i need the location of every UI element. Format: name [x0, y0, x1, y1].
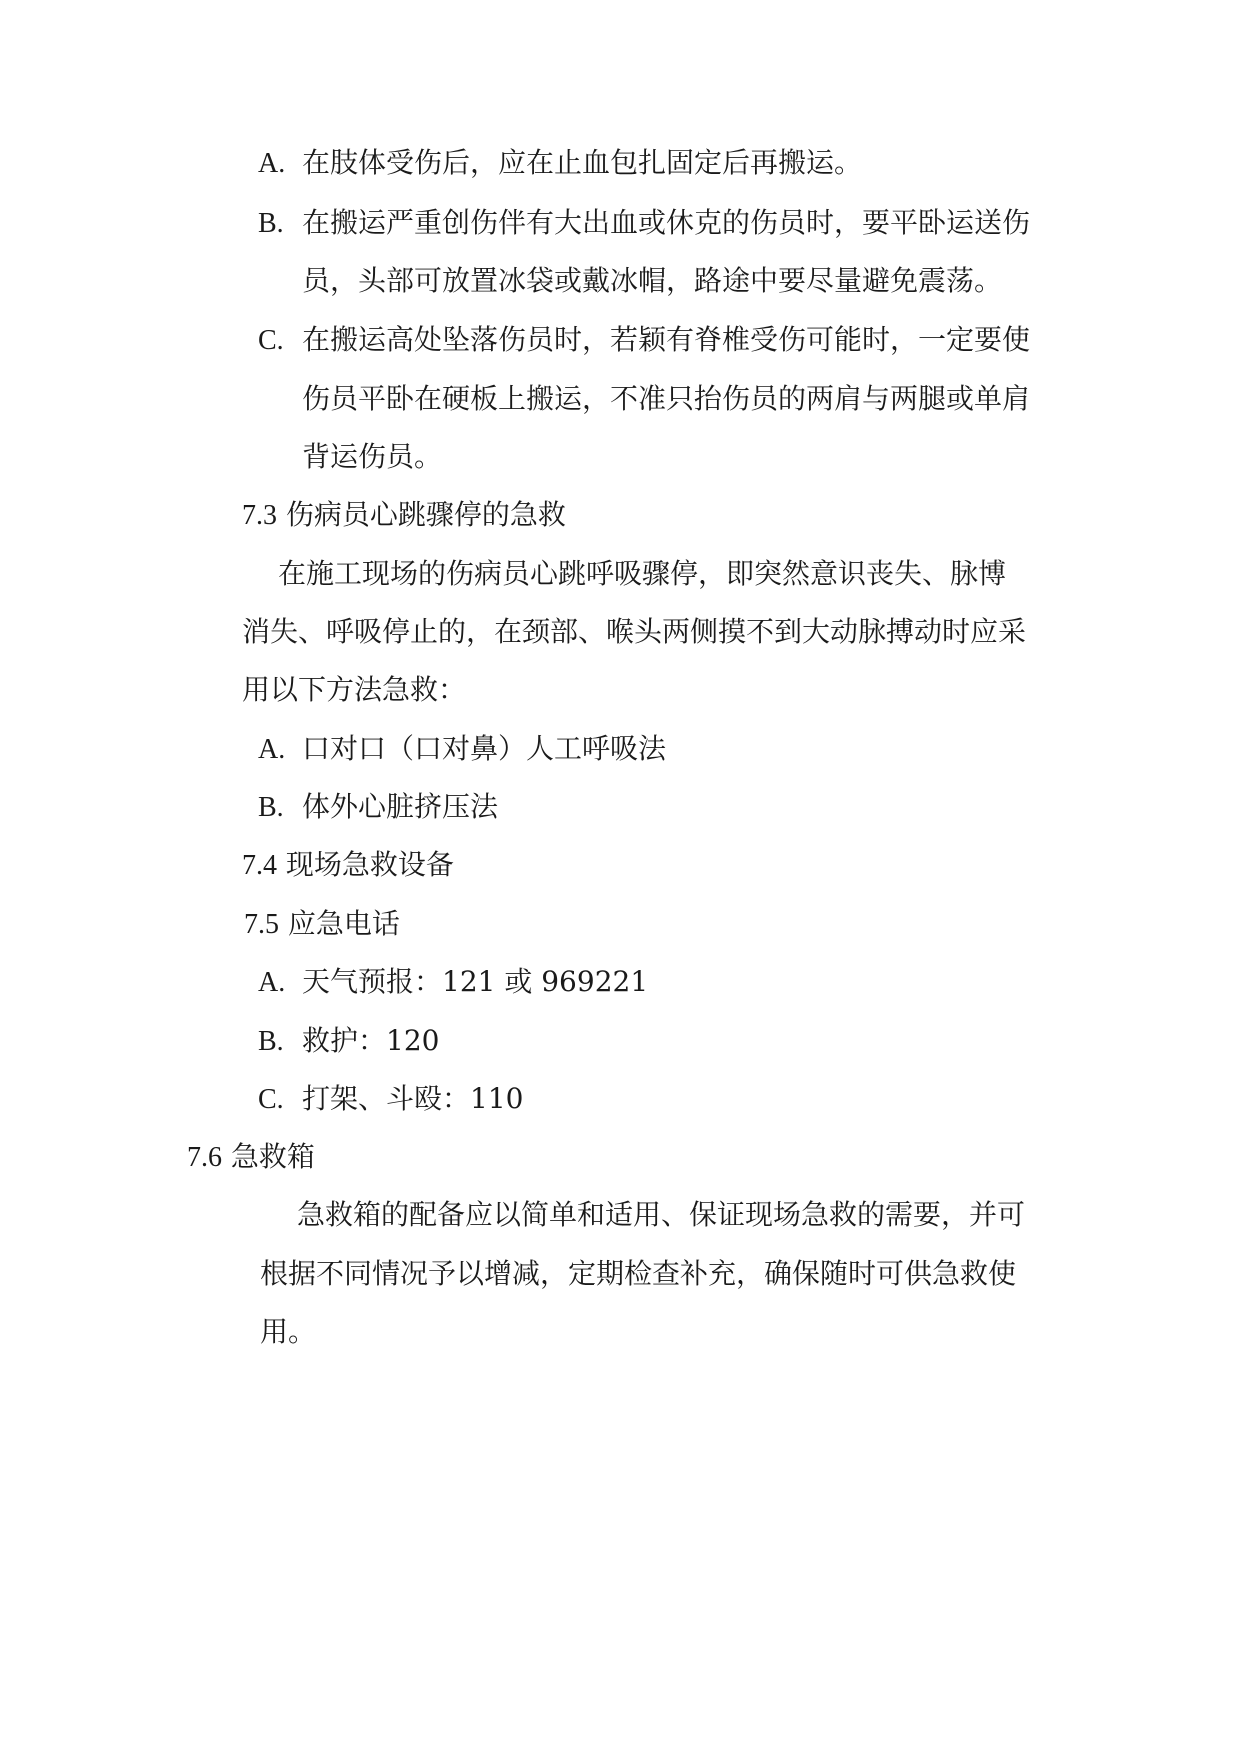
- section-title: 现场急救设备: [285, 848, 454, 881]
- paragraph-line: 根据不同情况予以增减，定期检查补充，确保随时可供急救使: [260, 1257, 1017, 1290]
- list-text: 救护：120: [302, 1024, 440, 1057]
- section-number: 7.5: [244, 909, 279, 940]
- section-number: 7.6: [187, 1142, 222, 1173]
- paragraph-line: 消失、呼吸停止的，在颈部、喉头两侧摸不到大动脉搏动时应采: [242, 615, 1027, 648]
- section-title: 应急电话: [287, 907, 400, 940]
- list-item-b: [258, 787, 498, 827]
- section-heading-7-6: [187, 1137, 315, 1177]
- paragraph-line: 用以下方法急救：: [242, 673, 467, 706]
- section-heading-7-3: [242, 495, 566, 535]
- paragraph-line: 用。: [260, 1315, 317, 1348]
- list-item-c: [258, 1079, 523, 1119]
- list-item-a: [258, 729, 666, 769]
- list-item-b: [258, 203, 1030, 243]
- list-item-c-continuation: 背运伤员。: [302, 440, 443, 473]
- list-item-a: [258, 143, 862, 183]
- section-number: 7.3: [242, 500, 277, 531]
- section-number: 7.4: [242, 850, 277, 881]
- list-label: C.: [258, 325, 284, 356]
- section-title: 急救箱: [230, 1140, 315, 1173]
- list-item-b-continuation: 员，头部可放置冰袋或戴冰帽，路途中要尽量避免震荡。: [302, 264, 1003, 297]
- paragraph-line: 急救箱的配备应以简单和适用、保证现场急救的需要，并可: [297, 1198, 1026, 1231]
- list-label: B.: [258, 1026, 284, 1057]
- list-label: B.: [258, 208, 284, 239]
- list-text: 在搬运严重创伤伴有大出血或休克的伤员时，要平卧运送伤: [302, 206, 1031, 239]
- section-heading-7-5: [244, 904, 400, 944]
- list-text: 打架、斗殴：110: [302, 1082, 524, 1115]
- list-text: 天气预报：121 或 969221: [302, 965, 649, 998]
- list-text: 口对口（口对鼻）人工呼吸法: [302, 732, 667, 765]
- list-text: 体外心脏挤压法: [302, 790, 499, 823]
- list-item-a: [258, 962, 648, 1002]
- list-item-c-continuation: 伤员平卧在硬板上搬运，不准只抬伤员的两肩与两腿或单肩: [302, 382, 1031, 415]
- section-title: 伤病员心跳骤停的急救: [285, 498, 566, 531]
- list-label: C.: [258, 1084, 284, 1115]
- list-label: B.: [258, 792, 284, 823]
- list-item-c: [258, 320, 1030, 360]
- paragraph-line: 在施工现场的伤病员心跳呼吸骤停，即突然意识丧失、脉博: [278, 557, 1007, 590]
- list-text: 在搬运高处坠落伤员时，若颖有脊椎受伤可能时，一定要使: [302, 323, 1031, 356]
- list-label: A.: [258, 734, 286, 765]
- list-label: A.: [258, 967, 286, 998]
- list-text: 在肢体受伤后，应在止血包扎固定后再搬运。: [302, 146, 863, 179]
- list-item-b: [258, 1021, 439, 1061]
- section-heading-7-4: [242, 845, 454, 885]
- list-label: A.: [258, 148, 286, 179]
